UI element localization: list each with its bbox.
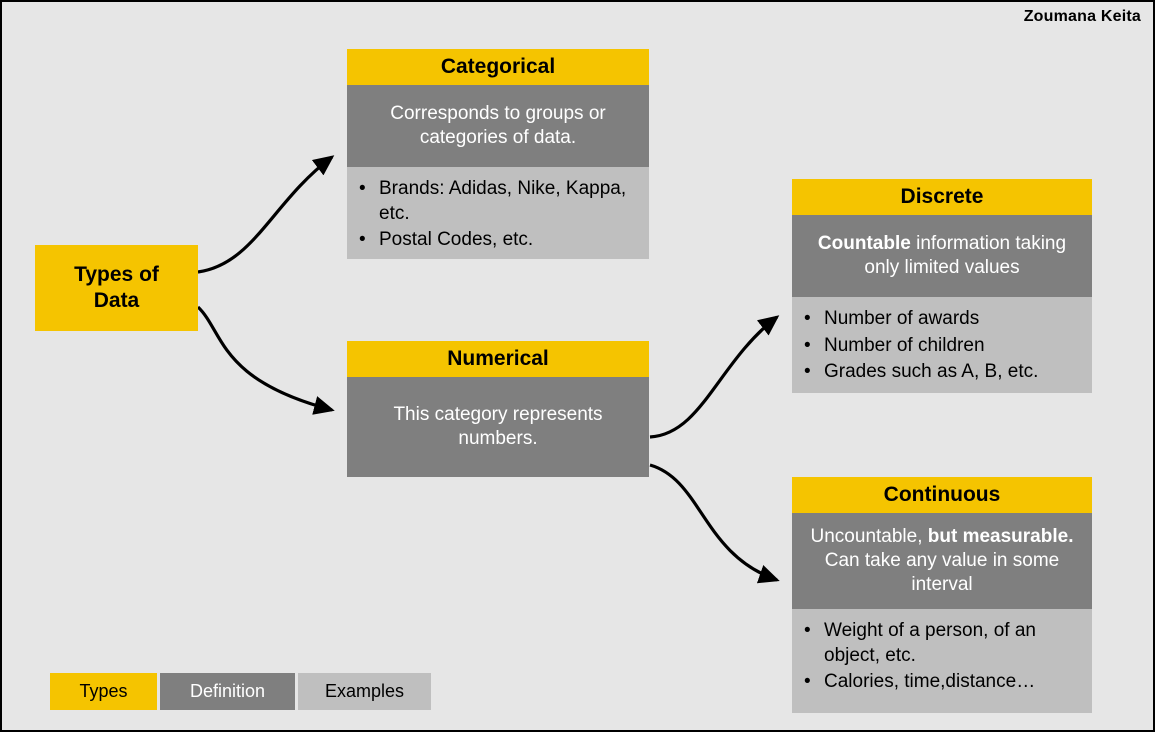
- node-discrete-definition-rest: information taking only limited values: [864, 233, 1067, 278]
- node-types-of-data-label: Types of Data: [74, 262, 159, 312]
- node-categorical-examples: [347, 167, 649, 259]
- node-numerical-title: Numerical: [347, 341, 649, 377]
- node-types-of-data[interactable]: [35, 245, 198, 331]
- node-discrete[interactable]: [792, 179, 1092, 393]
- legend-item-definition: Definition: [160, 673, 295, 710]
- list-item: • Weight of a person, of an object, etc.: [824, 619, 1082, 668]
- legend-item-types: Types: [50, 673, 157, 710]
- list-item: • Number of children: [824, 334, 1082, 359]
- node-categorical-title: Categorical: [347, 49, 649, 85]
- node-continuous-definition-rest: Can take any value in some interval: [824, 550, 1060, 595]
- node-discrete-definition: [792, 215, 1092, 297]
- list-item: • Number of awards: [824, 307, 1082, 332]
- legend-item-examples: Examples: [298, 673, 431, 710]
- node-categorical[interactable]: [347, 49, 649, 259]
- node-discrete-definition-emphasis: Countable: [817, 233, 911, 255]
- node-numerical-definition: This category represents numbers.: [347, 377, 649, 477]
- node-continuous-title: Continuous: [792, 477, 1092, 513]
- node-continuous-definition-emphasis: but measurable.: [927, 526, 1074, 548]
- author-credit: Zoumana Keita: [1023, 8, 1141, 25]
- list-item: • Calories, time,distance…: [824, 670, 1082, 695]
- legend: [50, 673, 431, 710]
- node-categorical-definition: Corresponds to groups or categories of data.: [347, 85, 649, 167]
- node-continuous-definition-prefix: Uncountable,: [810, 526, 928, 548]
- list-item: • Grades such as A, B, etc.: [824, 360, 1082, 385]
- node-continuous-examples: [792, 609, 1092, 713]
- node-discrete-title: Discrete: [792, 179, 1092, 215]
- node-numerical[interactable]: [347, 341, 649, 477]
- list-item: • Brands: Adidas, Nike, Kappa, etc.: [379, 177, 639, 226]
- node-discrete-examples: [792, 297, 1092, 393]
- node-continuous[interactable]: [792, 477, 1092, 713]
- node-continuous-definition: [792, 513, 1092, 609]
- list-item: • Postal Codes, etc.: [379, 228, 639, 253]
